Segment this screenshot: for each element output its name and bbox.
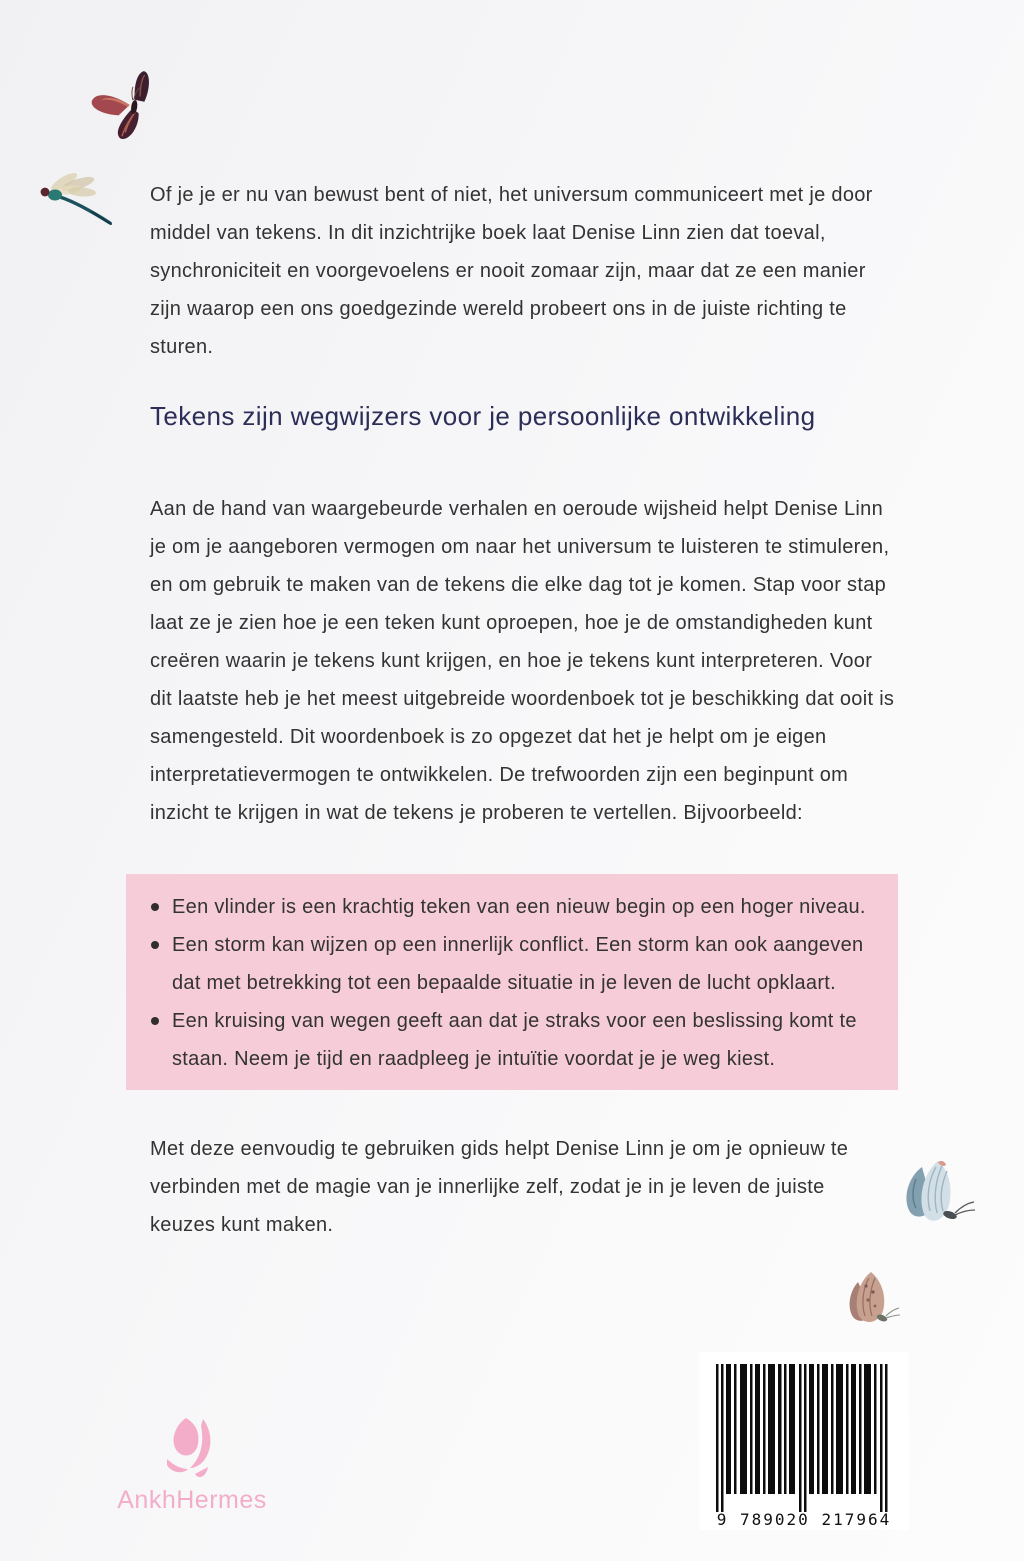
barcode-number: 9 789020 217964 <box>716 1510 892 1529</box>
examples-list <box>126 888 890 1078</box>
barcode <box>699 1352 909 1530</box>
example-item <box>126 888 890 926</box>
red-butterfly-icon <box>90 70 178 142</box>
blue-butterfly-icon <box>892 1153 980 1235</box>
brown-butterfly-icon <box>840 1266 904 1334</box>
bullet-dot <box>151 1017 159 1025</box>
bullet-dot <box>151 903 159 911</box>
bullet-dot <box>151 941 159 949</box>
dragonfly-icon <box>30 170 118 230</box>
example-text: Een kruising van wegen geeft aan dat je straks voor een beslissing komt te staan. Neem je tijd en raadpleeg je intuïtie voordat je je weg kiest. <box>172 1010 857 1070</box>
ankh-icon <box>158 1414 224 1488</box>
outro-paragraph: Met deze eenvoudig te gebruiken gids helpt Denise Linn je om je opnieuw te verbinden met de magie van je innerlijke zelf, zodat je in je leven de juiste keuzes kunt maken. <box>150 1138 849 1236</box>
intro-paragraph: Of je je er nu van bewust bent of niet, het universum communiceert met je door middel van tekens. In dit inzichtrijke boek laat Denise Linn zien dat toeval, synchroniciteit en voorgevoelens er nooit zomaar zijn, maar dat ze een manier zijn waarop een ons goedgezinde wereld probeert ons in de juiste richting te sturen. <box>150 184 873 358</box>
tagline-heading: Tekens zijn wegwijzers voor je persoonlijke ontwikkeling <box>150 401 816 431</box>
body-paragraph: Aan de hand van waargebeurde verhalen en oeroude wijsheid helpt Denise Linn je om je aangeboren vermogen om naar het universum te luisteren te stimuleren, en om gebruik te maken van de tekens die elke dag tot je komen. Stap voor stap laat ze je zien hoe je een teken kunt oproepen, hoe je de omstandigheden kunt creëren waarin je tekens kunt krijgen, en hoe je tekens kunt interpreteren. Voor dit laatste heb je het meest uitgebreide woordenboek tot je beschikking dat ooit is samengesteld. Dit woordenboek is zo opgezet dat het je helpt om je eigen interpretatievermogen te ontwikkelen. De trefwoorden zijn een beginpunt om inzicht te krijgen in wat de tekens je proberen te vertellen. Bijvoorbeeld: <box>150 498 895 824</box>
example-text: Een storm kan wijzen op een innerlijk conflict. Een storm kan ook aangeven dat met betrekking tot een bepaalde situatie in je leven de lucht opklaart. <box>172 934 864 994</box>
examples-box <box>126 874 898 1090</box>
example-item <box>126 1002 890 1078</box>
publisher-name: AnkhHermes <box>117 1486 267 1514</box>
example-item <box>126 926 890 1002</box>
example-text: Een vlinder is een krachtig teken van een nieuw begin op een hoger niveau. <box>172 896 866 918</box>
